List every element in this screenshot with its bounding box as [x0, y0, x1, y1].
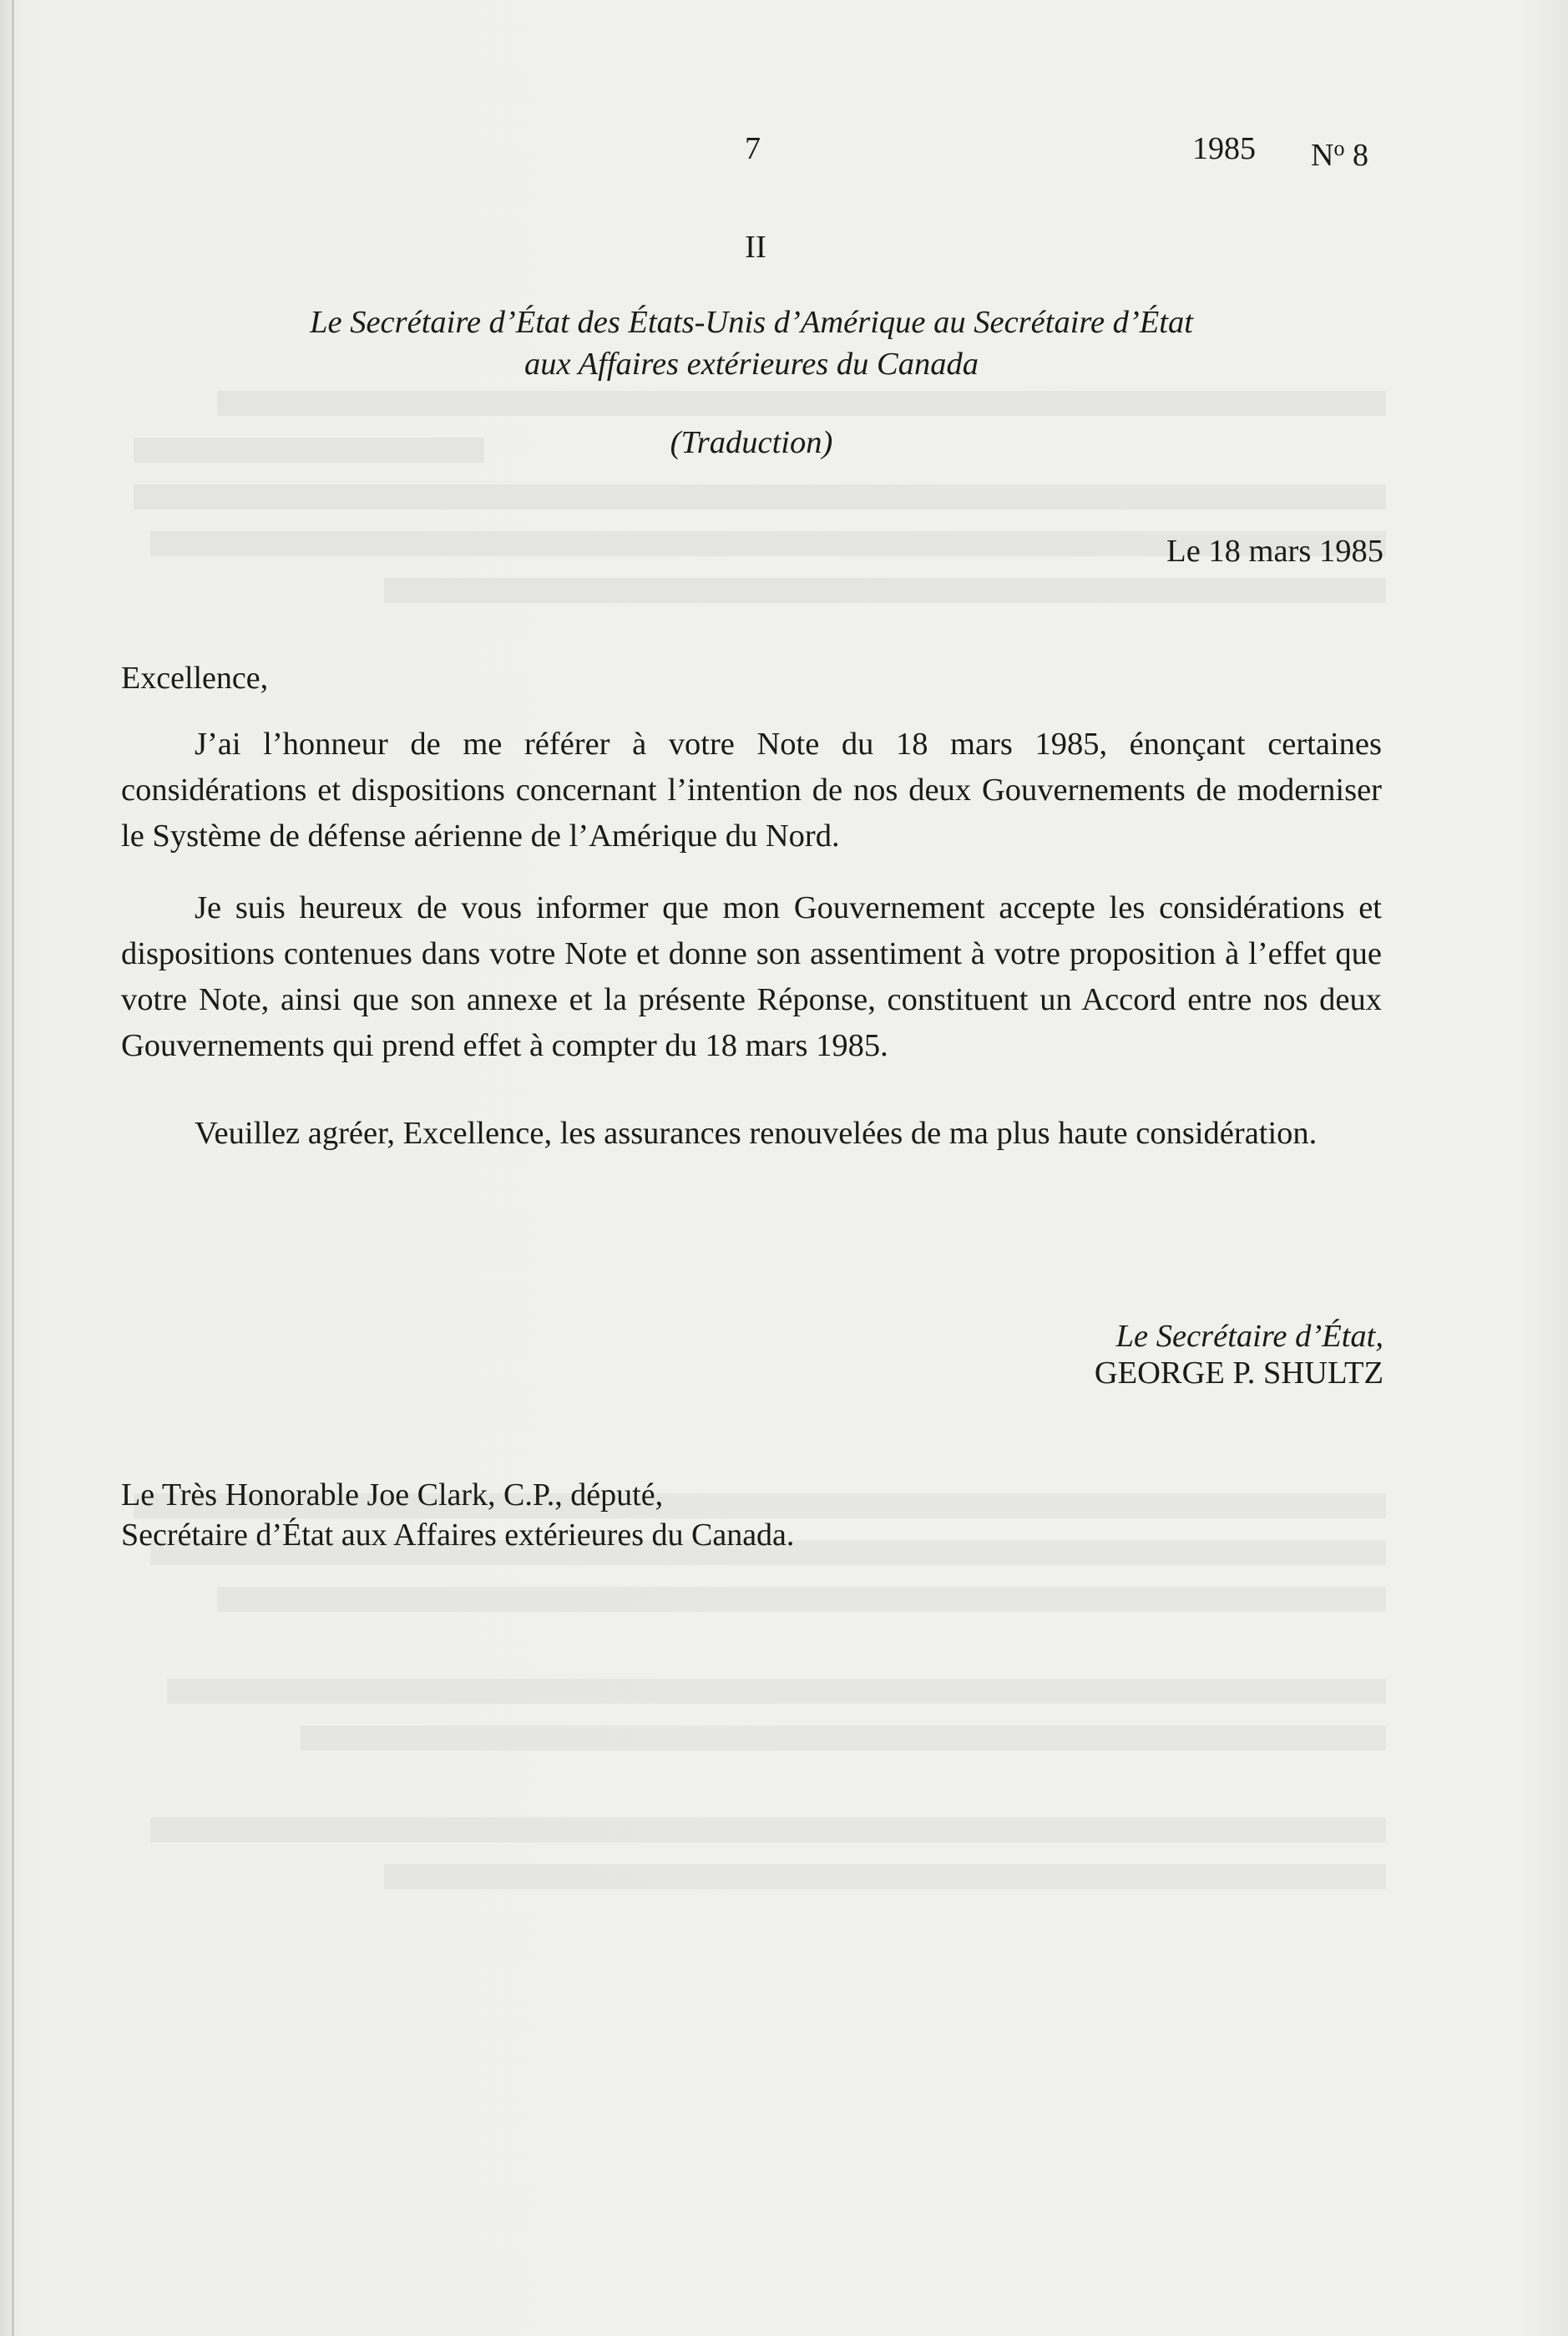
paragraph-1-text: J’ai l’honneur de me référer à votre Note du 18 mars 1985, énonçant certaines considérations et dispositions concernant l’intention de nos deux Gouvernements de moderniser le Système de défense aérienne de l’Amérique du Nord. — [121, 727, 1382, 854]
paragraph-3 — [121, 1111, 1382, 1157]
paragraph-1 — [121, 722, 1382, 859]
year: 1985 — [1192, 131, 1256, 166]
number-value: 8 — [1344, 138, 1368, 173]
number-prefix: N — [1311, 138, 1334, 173]
binding-edge — [12, 0, 14, 2336]
salutation: Excellence, — [121, 661, 269, 696]
addressee-line-2: Secrétaire d’État aux Affaires extérieures du Canada. — [121, 1518, 795, 1553]
document-number — [1311, 125, 1368, 179]
signature-name: GEORGE P. SHULTZ — [1094, 1355, 1383, 1391]
letter-date: Le 18 mars 1985 — [1166, 534, 1383, 569]
heading-line-2: aux Affaires extérieures du Canada — [524, 347, 979, 382]
page-number: 7 — [745, 131, 761, 166]
signature-title: Le Secrétaire d’État, — [1115, 1319, 1383, 1354]
heading-line-1: Le Secrétaire d’État des États-Unis d’Amérique au Secrétaire d’État — [310, 305, 1193, 340]
number-sup: o — [1333, 136, 1345, 160]
paragraph-3-text: Veuillez agréer, Excellence, les assurances renouvelées de ma plus haute considération. — [195, 1116, 1318, 1151]
paragraph-2-text: Je suis heureux de vous informer que mon Gouvernement accepte les considérations et dispositions contenues dans votre Note et donne son assentiment à votre proposition à l’effet que votre Note, ainsi que son annexe et la présente Réponse, constituent un Accord entre nos deux Gouvernements qui prend effet à compter du 18 mars 1985. — [121, 890, 1382, 1063]
paragraph-2 — [121, 885, 1382, 1069]
translation-note: (Traduction) — [670, 425, 833, 460]
section-numeral: II — [745, 230, 766, 265]
addressee-line-1: Le Très Honorable Joe Clark, C.P., député, — [121, 1477, 664, 1513]
